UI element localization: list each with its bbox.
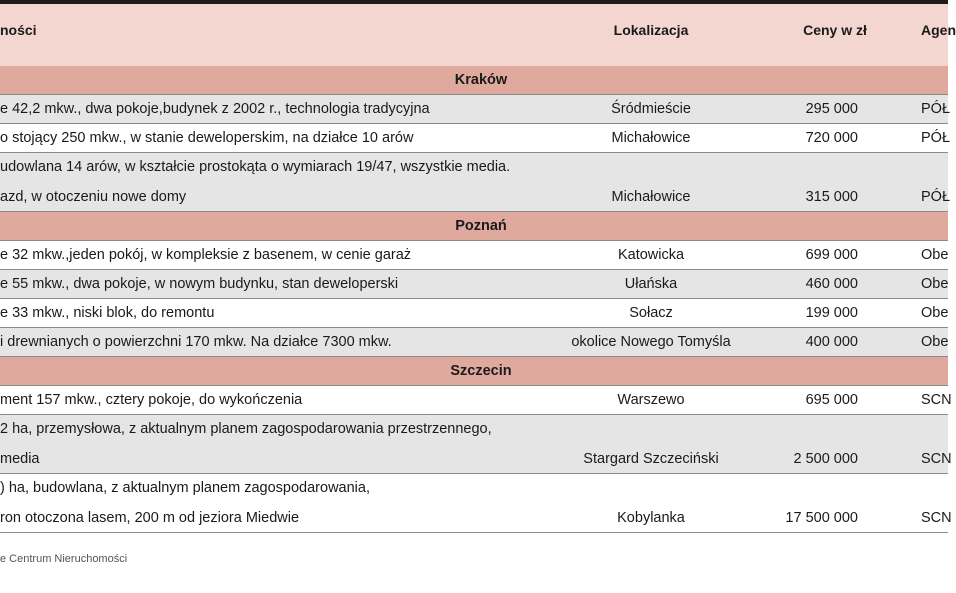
row-agency: SCN xyxy=(921,392,952,408)
row-location: Michałowice xyxy=(611,189,691,205)
row-price: 720 000 xyxy=(805,130,858,146)
row-price: 17 500 000 xyxy=(785,510,858,526)
row-description: ron otoczona lasem, 200 m od jeziora Miedwie xyxy=(0,510,300,526)
row-location: Warszewo xyxy=(617,392,685,408)
row-location: Śródmieście xyxy=(611,101,691,117)
table-row xyxy=(0,153,951,212)
row-description: media xyxy=(0,451,40,467)
row-agency: Obe xyxy=(921,334,949,350)
row-description: e 33 mkw., niski blok, do remontu xyxy=(0,305,215,321)
row-description: e 55 mkw., dwa pokoje, w nowym budynku, stan deweloperski xyxy=(0,276,399,292)
row-description: i drewnianych o powierzchni 170 mkw. Na działce 7300 mkw. xyxy=(0,334,392,350)
row-location: Stargard Szczeciński xyxy=(583,451,719,467)
row-location: Ułańska xyxy=(624,276,678,292)
row-agency: Obe xyxy=(921,305,949,321)
table-row xyxy=(0,415,952,474)
row-price: 2 500 000 xyxy=(793,451,858,467)
row-agency: SCN xyxy=(921,451,952,467)
row-description: udowlana 14 arów, w kształcie prostokąta o wymiarach 19/47, wszystkie media. xyxy=(0,159,511,175)
row-price: 295 000 xyxy=(805,101,858,117)
table-row xyxy=(0,124,951,153)
row-price: 315 000 xyxy=(805,189,858,205)
table-row xyxy=(0,95,951,124)
row-price: 460 000 xyxy=(805,276,858,292)
row-description: ) ha, budowlana, z aktualnym planem zagospodarowania, xyxy=(0,480,370,496)
row-description: ment 157 mkw., cztery pokoje, do wykończenia xyxy=(0,392,303,408)
section-row xyxy=(0,212,948,241)
table-row xyxy=(0,270,948,299)
row-agency: Obe xyxy=(921,247,949,263)
section-row xyxy=(0,66,948,95)
section-city: Kraków xyxy=(454,72,508,88)
row-price: 400 000 xyxy=(805,334,858,350)
row-description: azd, w otoczeniu nowe domy xyxy=(0,189,187,205)
row-location: okolice Nowego Tomyśla xyxy=(571,334,731,350)
row-agency: Obe xyxy=(921,276,949,292)
table-row xyxy=(0,299,948,328)
row-agency: PÓŁ xyxy=(921,189,951,205)
table-header xyxy=(0,4,956,66)
header-location: Lokalizacja xyxy=(613,22,689,38)
section-row xyxy=(0,357,948,386)
row-agency: SCN xyxy=(921,510,952,526)
listings-table xyxy=(0,66,952,533)
header-agency: Agen xyxy=(921,22,956,38)
row-price: 699 000 xyxy=(805,247,858,263)
row-agency: PÓŁ xyxy=(921,101,951,117)
section-city: Poznań xyxy=(455,218,507,234)
table-row xyxy=(0,386,952,415)
table-row xyxy=(0,328,948,357)
header-price: Ceny w zł xyxy=(803,22,867,38)
row-description: 2 ha, przemysłowa, z aktualnym planem zagospodarowania przestrzennego, xyxy=(0,421,492,437)
row-location: Michałowice xyxy=(611,130,691,146)
row-location: Sołacz xyxy=(629,305,673,321)
source-note: e Centrum Nieruchomości xyxy=(0,553,128,565)
row-price: 695 000 xyxy=(805,392,858,408)
row-agency: PÓŁ xyxy=(921,130,951,146)
row-location: Kobylanka xyxy=(617,510,685,526)
row-description: e 32 mkw.,jeden pokój, w kompleksie z basenem, w cenie garaż xyxy=(0,247,412,263)
row-price: 199 000 xyxy=(805,305,858,321)
table-row xyxy=(0,241,948,270)
section-city: Szczecin xyxy=(450,363,512,379)
row-description: o stojący 250 mkw., w stanie deweloperskim, na działce 10 arów xyxy=(0,130,414,146)
row-location: Katowicka xyxy=(617,247,685,263)
table-row xyxy=(0,474,952,533)
row-description: e 42,2 mkw., dwa pokoje,budynek z 2002 r., technologia tradycyjna xyxy=(0,101,430,117)
header-description: ności xyxy=(0,22,37,38)
